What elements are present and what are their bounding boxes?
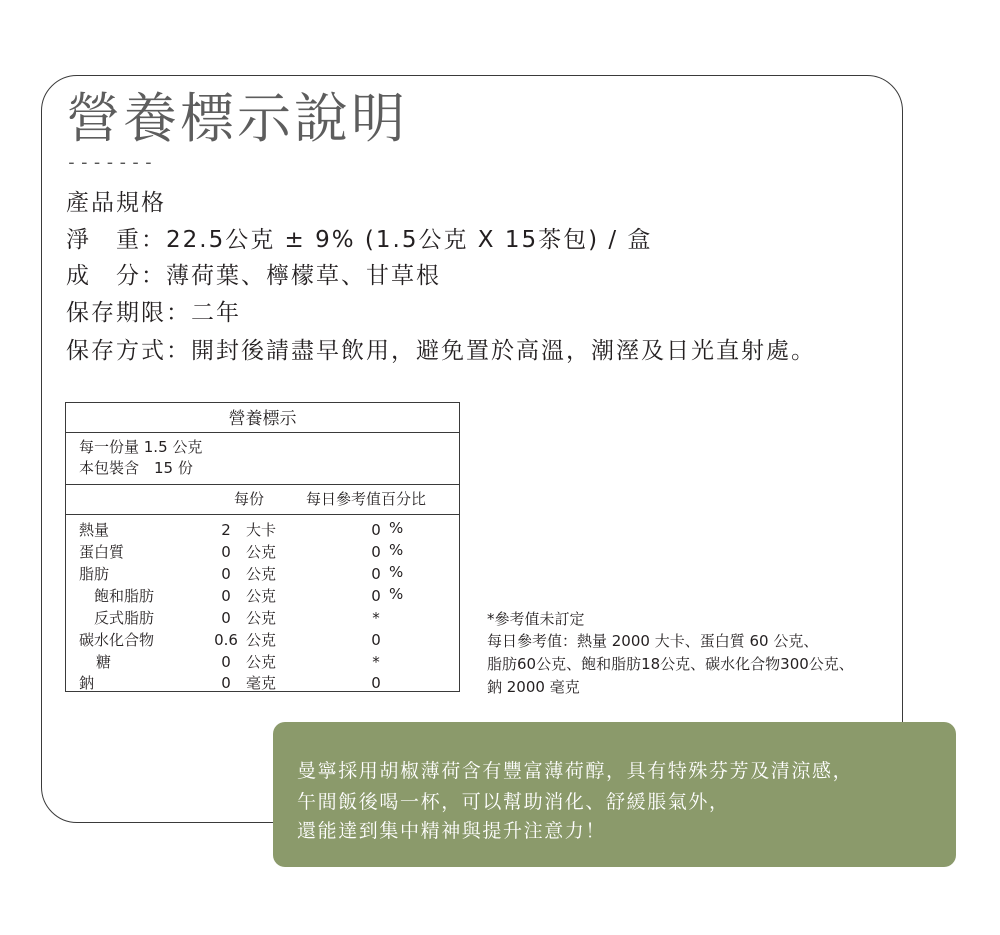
- row-name-sodium: 鈉: [79, 674, 95, 692]
- row-unit: 公克: [246, 565, 277, 583]
- percent-sign: %: [389, 519, 404, 537]
- row-value: 0: [221, 674, 231, 692]
- row-pct: *: [372, 609, 380, 627]
- nutrition-table: [65, 402, 460, 692]
- servings-per-pack: 本包裝含 15 份: [79, 459, 193, 477]
- row-value: 0: [221, 609, 231, 627]
- row-name-saturated-fat: 飽和脂肪: [94, 587, 155, 605]
- row-pct: 0: [371, 674, 381, 692]
- row-value: 0: [221, 587, 231, 605]
- col-daily-value: 每日參考值百分比: [306, 490, 427, 508]
- highlight-line: 還能達到集中精神與提升注意力！: [297, 820, 607, 842]
- spec-shelf-life: 保存期限：二年: [66, 300, 241, 326]
- row-pct: 0: [371, 521, 381, 539]
- row-unit: 毫克: [246, 674, 277, 692]
- row-unit: 大卡: [246, 521, 277, 539]
- percent-sign: %: [389, 563, 404, 581]
- col-per-serving: 每份: [234, 490, 265, 508]
- spec-ingredients: 成 分：薄荷葉、檸檬草、甘草根: [66, 263, 441, 289]
- percent-sign: %: [389, 541, 404, 559]
- row-pct: 0: [371, 543, 381, 561]
- title-divider: -------: [66, 152, 156, 173]
- row-unit: 公克: [246, 587, 277, 605]
- note-daily-reference: 每日參考值：熱量 2000 大卡、蛋白質 60 公克、: [487, 632, 819, 650]
- row-pct: 0: [371, 631, 381, 649]
- row-value: 0: [221, 565, 231, 583]
- row-pct: 0: [371, 587, 381, 605]
- table-divider: [66, 484, 459, 485]
- row-unit: 公克: [246, 609, 277, 627]
- table-divider: [66, 514, 459, 515]
- row-value: 0.6: [214, 631, 238, 649]
- row-value: 2: [221, 521, 231, 539]
- row-pct: *: [372, 653, 380, 671]
- row-unit: 公克: [246, 543, 277, 561]
- highlight-line: 午間飯後喝一杯，可以幫助消化、舒緩脹氣外，: [297, 791, 730, 813]
- spec-net-weight: 淨 重：22.5公克 ± 9% (1.5公克 X 15茶包) / 盒: [66, 227, 653, 253]
- highlight-line: 曼寧採用胡椒薄荷含有豐富薄荷醇，具有特殊芬芳及清涼感，: [297, 760, 854, 782]
- specs-heading: 產品規格: [66, 190, 166, 216]
- note-daily-reference: 脂肪60公克、飽和脂肪18公克、碳水化合物300公克、: [487, 655, 854, 673]
- row-name-carbohydrate: 碳水化合物: [79, 631, 155, 649]
- note-not-established: *參考值未訂定: [487, 610, 585, 628]
- row-name-sugar: 糖: [96, 653, 112, 671]
- percent-sign: %: [389, 585, 404, 603]
- table-divider: [66, 432, 459, 433]
- row-value: 0: [221, 653, 231, 671]
- serving-size: 每一份量 1.5 公克: [79, 438, 203, 456]
- row-unit: 公克: [246, 653, 277, 671]
- note-daily-reference: 鈉 2000 毫克: [487, 678, 580, 696]
- spec-storage: 保存方式：開封後請盡早飲用，避免置於高溫，潮溼及日光直射處。: [66, 338, 816, 364]
- row-name-fat: 脂肪: [79, 565, 110, 583]
- row-value: 0: [221, 543, 231, 561]
- row-pct: 0: [371, 565, 381, 583]
- nutrition-title: 營養標示: [228, 409, 297, 429]
- page-title: 營養標示說明: [66, 87, 408, 150]
- row-unit: 公克: [246, 631, 277, 649]
- row-name-protein: 蛋白質: [79, 543, 125, 561]
- row-name-trans-fat: 反式脂肪: [94, 609, 155, 627]
- row-name-energy: 熱量: [79, 521, 110, 539]
